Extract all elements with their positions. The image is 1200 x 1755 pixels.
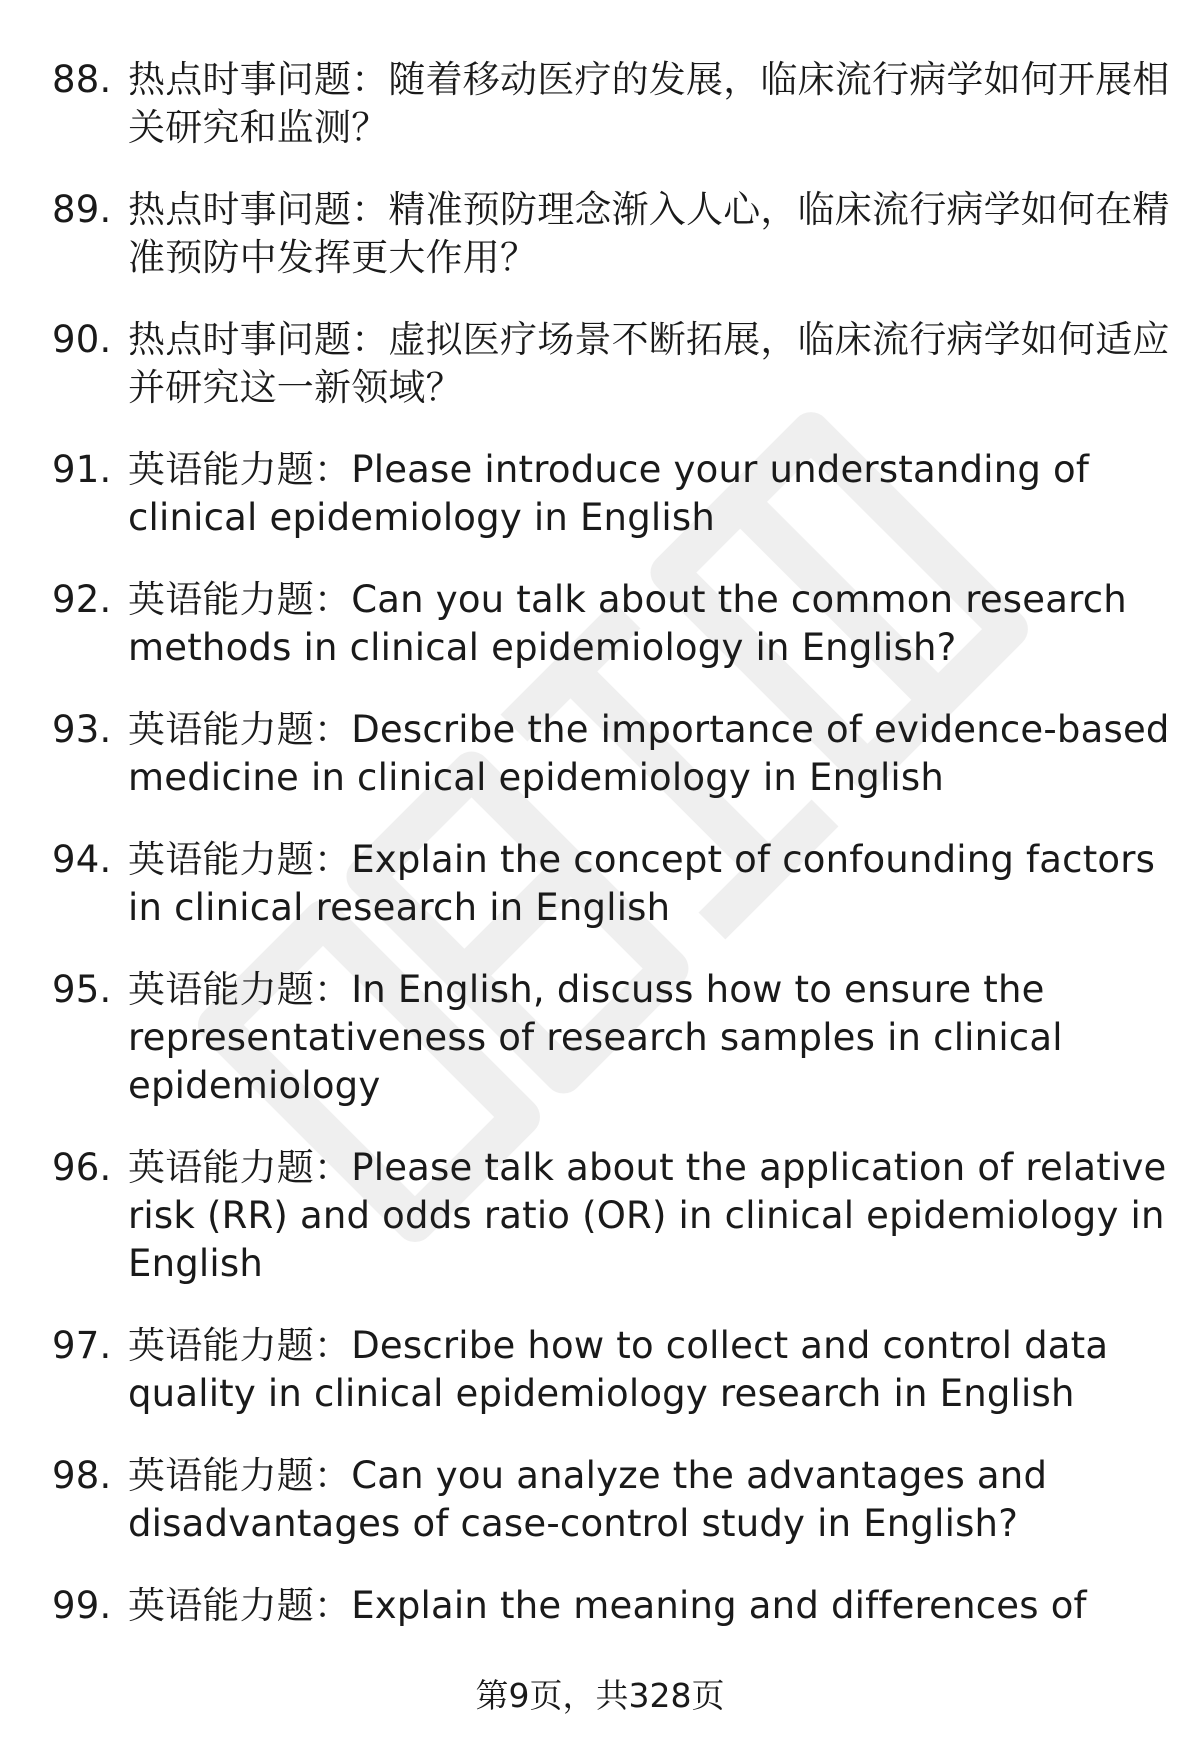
question-text: 热点时事问题：虚拟医疗场景不断拓展，临床流行病学如何适应并研究这一新领域？ [128,318,1170,409]
question-text: 热点时事问题：精准预防理念渐入人心，临床流行病学如何在精准预防中发挥更大作用？ [128,188,1170,279]
question-text: 热点时事问题：随着移动医疗的发展，临床流行病学如何开展相关研究和监测？ [128,58,1170,149]
question-item [0,186,1200,282]
question-number: 96. [52,1146,112,1189]
question-number: 99. [52,1584,112,1627]
page-number-label: 第9页，共328页 [475,1676,725,1715]
question-text: 英语能力题：Please introduce your understanding of clinical epidemiology in English [128,448,1090,539]
page-footer [0,1674,1200,1718]
question-text: 英语能力题：Explain the meaning and differences of [128,1584,1087,1627]
question-text: 英语能力题：Can you analyze the advantages and disadvantages of case-control study in English? [128,1454,1048,1545]
question-item [0,56,1200,152]
question-item [0,1322,1200,1418]
question-number: 98. [52,1454,112,1497]
question-list [0,56,1200,1664]
question-text: 英语能力题：Describe how to collect and control data quality in clinical epidemiology research in English [128,1324,1109,1415]
question-text: 英语能力题：Explain the concept of confounding factors in clinical research in English [128,838,1156,929]
question-item [0,706,1200,802]
question-text: 英语能力题：Can you talk about the common research methods in clinical epidemiology in English? [128,578,1127,669]
question-item [0,576,1200,672]
question-number: 95. [52,968,112,1011]
question-item [0,966,1200,1110]
question-number: 88. [52,58,112,101]
question-number: 94. [52,838,112,881]
question-number: 91. [52,448,112,491]
question-item [0,836,1200,932]
question-item [0,1144,1200,1288]
question-number: 92. [52,578,112,621]
question-text: 英语能力题：In English, discuss how to ensure the representativeness of research samples in clinical epidemiology [128,968,1063,1107]
question-item [0,1452,1200,1548]
question-text: 英语能力题：Describe the importance of evidence-based medicine in clinical epidemiology in English [128,708,1170,799]
question-item [0,316,1200,412]
question-item [0,446,1200,542]
question-number: 89. [52,188,112,231]
question-number: 93. [52,708,112,751]
question-number: 90. [52,318,112,361]
question-text: 英语能力题：Please talk about the application of relative risk (RR) and odds ratio (OR) in clinical epidemiology in English [128,1146,1167,1285]
question-item [0,1582,1200,1630]
question-number: 97. [52,1324,112,1367]
